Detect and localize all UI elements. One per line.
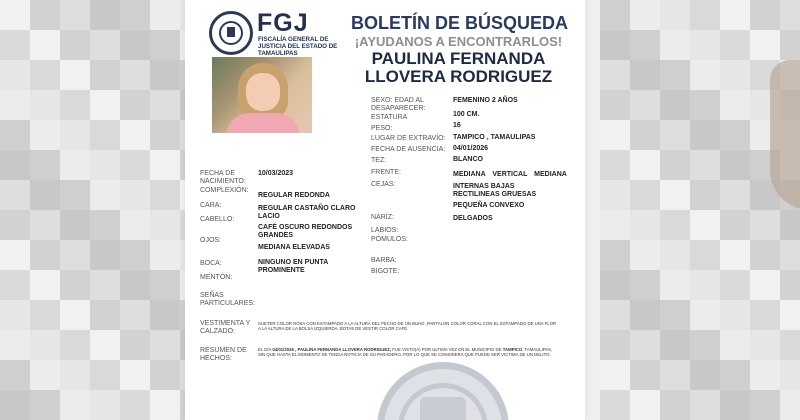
background-person-partial — [770, 60, 800, 210]
mosaic-tile — [600, 360, 630, 390]
mosaic-tile — [600, 240, 630, 270]
mosaic-tile — [720, 300, 750, 330]
mosaic-tile — [780, 240, 800, 270]
mosaic-tile — [0, 120, 30, 150]
missing-person-photo — [212, 57, 312, 133]
eyes-value: MEDIANA ELEVADAS — [258, 244, 330, 251]
mosaic-tile — [120, 210, 150, 240]
nose-shape-value: PEQUEÑA CONVEXO — [453, 202, 525, 209]
mosaic-tile — [120, 0, 150, 30]
mosaic-tile — [660, 0, 690, 30]
location-value: TAMPICO , TAMAULIPAS — [453, 134, 536, 141]
mosaic-tile — [0, 360, 30, 390]
mosaic-tile — [720, 30, 750, 60]
mosaic-tile — [60, 60, 90, 90]
mosaic-tile — [120, 60, 150, 90]
mosaic-tile — [750, 360, 780, 390]
mosaic-tile — [690, 60, 720, 90]
mosaic-tile — [0, 210, 30, 240]
mosaic-tile — [150, 330, 180, 360]
mosaic-tile — [0, 180, 30, 210]
mosaic-tile — [690, 330, 720, 360]
mosaic-tile — [750, 30, 780, 60]
mosaic-tile — [150, 240, 180, 270]
mosaic-tile — [60, 120, 90, 150]
mosaic-tile — [90, 270, 120, 300]
bulletin-subtitle: ¡AYUDANOS A ENCONTRARLOS! — [354, 34, 563, 49]
mosaic-tile — [630, 0, 660, 30]
mosaic-tile — [150, 60, 180, 90]
mosaic-tile — [720, 240, 750, 270]
mosaic-tile — [60, 360, 90, 390]
mosaic-tile — [720, 330, 750, 360]
mosaic-tile — [90, 210, 120, 240]
mosaic-tile — [750, 270, 780, 300]
mosaic-tile — [30, 0, 60, 30]
forehead-label: FRENTE: — [371, 169, 401, 176]
mosaic-tile — [690, 180, 720, 210]
sex-age-label: SEXO: EDAD AL DESAPARECER: — [371, 97, 426, 112]
mosaic-tile — [630, 360, 660, 390]
watermark-seal-icon — [377, 362, 509, 420]
lips-label: LABIOS: — [371, 227, 399, 234]
mosaic-tile — [750, 240, 780, 270]
mosaic-tile — [60, 270, 90, 300]
mosaic-tile — [780, 390, 800, 420]
mosaic-tile — [30, 30, 60, 60]
mosaic-tile — [660, 120, 690, 150]
mosaic-tile — [600, 180, 630, 210]
mosaic-tile — [780, 30, 800, 60]
mosaic-tile — [150, 0, 180, 30]
mosaic-tile — [780, 270, 800, 300]
mosaic-tile — [720, 210, 750, 240]
mosaic-tile — [120, 360, 150, 390]
mosaic-tile — [60, 390, 90, 420]
fgj-seal-icon — [209, 11, 253, 55]
mosaic-tile — [690, 270, 720, 300]
mosaic-tile — [90, 180, 120, 210]
build-label: COMPLEXIÓN: — [200, 187, 249, 194]
mosaic-tile — [30, 330, 60, 360]
beard-label: BARBA: — [371, 257, 397, 264]
sex-age-value: FEMENINO 2 AÑOS — [453, 97, 518, 104]
mosaic-tile — [660, 150, 690, 180]
birth-date-label: FECHA DE NACIMIENTO: — [200, 170, 246, 185]
mosaic-tile — [0, 330, 30, 360]
missing-person-name — [351, 50, 566, 86]
mosaic-tile — [720, 390, 750, 420]
mosaic-tile — [150, 270, 180, 300]
agency-full-name: FISCALÍA GENERAL DE JUSTICIA DEL ESTADO DE TAMAULIPAS — [258, 36, 338, 57]
mosaic-tile — [0, 90, 30, 120]
mosaic-tile — [660, 210, 690, 240]
mosaic-tile — [780, 0, 800, 30]
mosaic-tile — [630, 90, 660, 120]
mosaic-tile — [120, 120, 150, 150]
mosaic-tile — [90, 330, 120, 360]
summary-part-3: FUE VISTO(A) POR ULTIMA VEZ EN EL MUNICIPIO DE — [392, 347, 502, 352]
mosaic-tile — [120, 240, 150, 270]
mosaic-tile — [630, 180, 660, 210]
mosaic-tile — [690, 30, 720, 60]
mosaic-tile — [30, 240, 60, 270]
clothing-label: VESTIMENTA Y CALZADO: — [200, 320, 251, 335]
mosaic-tile — [690, 360, 720, 390]
mosaic-tile — [30, 390, 60, 420]
mosaic-tile — [630, 330, 660, 360]
mosaic-tile — [600, 300, 630, 330]
mosaic-tile — [0, 30, 30, 60]
mosaic-tile — [720, 150, 750, 180]
mosaic-tile — [60, 180, 90, 210]
summary-part-1: EL DÍA — [258, 347, 272, 352]
birth-date-value: 10/03/2023 — [258, 170, 294, 177]
weight-label: PESO: — [371, 125, 393, 132]
summary-part-4: , TAMAULIPAS, SIN QUE HASTA EL MOMENTO SE TENGA NOTICIA DE SU PARADERO, POR LO QUE SE CONSIDERA QUE PUEDE SER VICTIMA DE UN DELITO. — [258, 347, 553, 357]
mosaic-tile — [90, 360, 120, 390]
mosaic-tile — [90, 60, 120, 90]
mosaic-tile — [150, 30, 180, 60]
mosaic-tile — [30, 270, 60, 300]
absence-date-value: 04/01/2026 — [453, 145, 489, 152]
mosaic-tile — [30, 300, 60, 330]
name-line-1: PAULINA FERNANDA — [371, 49, 546, 68]
mosaic-tile — [30, 150, 60, 180]
mosaic-tile — [600, 30, 630, 60]
mosaic-tile — [600, 150, 630, 180]
mosaic-tile — [90, 0, 120, 30]
cheekbones-label: PÓMULOS: — [371, 236, 408, 243]
mosaic-tile — [0, 150, 30, 180]
mosaic-tile — [90, 240, 120, 270]
mosaic-tile — [750, 390, 780, 420]
mosaic-tile — [660, 390, 690, 420]
mosaic-tile — [150, 390, 180, 420]
mosaic-tile — [630, 240, 660, 270]
mosaic-tile — [120, 390, 150, 420]
mosaic-tile — [690, 90, 720, 120]
face-value: REGULAR CASTAÑO CLARO LACIO — [258, 205, 356, 220]
mosaic-tile — [630, 270, 660, 300]
mosaic-tile — [660, 240, 690, 270]
mosaic-tile — [120, 150, 150, 180]
mosaic-tile — [660, 60, 690, 90]
mosaic-tile — [150, 360, 180, 390]
name-line-2: LLOVERA RODRIGUEZ — [364, 67, 553, 86]
mosaic-tile — [600, 210, 630, 240]
mosaic-tile — [750, 0, 780, 30]
mosaic-tile — [150, 90, 180, 120]
chin-label: MENTÓN: — [200, 274, 233, 281]
mosaic-tile — [60, 30, 90, 60]
blurred-background-left — [0, 0, 200, 420]
mosaic-tile — [780, 330, 800, 360]
mosaic-tile — [660, 360, 690, 390]
location-label: LUGAR DE EXTRAVÍO: — [371, 135, 446, 142]
summary-text — [258, 347, 558, 357]
mosaic-tile — [150, 300, 180, 330]
skin-value: BLANCO — [453, 156, 483, 163]
nose-label: NARÍZ: — [371, 214, 394, 221]
mosaic-tile — [720, 120, 750, 150]
mosaic-tile — [690, 390, 720, 420]
mosaic-tile — [630, 30, 660, 60]
mosaic-tile — [630, 210, 660, 240]
build-value: REGULAR REDONDA — [258, 192, 330, 199]
mosaic-tile — [660, 270, 690, 300]
mosaic-tile — [30, 210, 60, 240]
mosaic-tile — [120, 300, 150, 330]
mosaic-tile — [660, 30, 690, 60]
mosaic-tile — [30, 120, 60, 150]
summary-label: RESUMEN DE HECHOS: — [200, 347, 247, 362]
summary-place: TAMPICO — [502, 347, 523, 352]
mosaic-tile — [630, 60, 660, 90]
bulletin-title: BOLETÍN DE BÚSQUEDA — [351, 13, 569, 33]
mosaic-tile — [720, 360, 750, 390]
mosaic-tile — [720, 60, 750, 90]
mosaic-tile — [780, 210, 800, 240]
mosaic-tile — [660, 300, 690, 330]
mosaic-tile — [630, 120, 660, 150]
mosaic-tile — [720, 180, 750, 210]
mosaic-tile — [90, 150, 120, 180]
mosaic-tile — [750, 300, 780, 330]
mosaic-tile — [60, 330, 90, 360]
mosaic-tile — [780, 360, 800, 390]
forehead-value: MEDIANA VERTICAL MEDIANA — [453, 171, 567, 178]
mouth-label: BOCA: — [200, 260, 222, 267]
nose-value: DELGADOS — [453, 215, 493, 222]
mouth-value: NINGUNO EN PUNTA PROMINENTE — [258, 259, 328, 274]
mosaic-tile — [0, 390, 30, 420]
height-value: 100 CM. — [453, 111, 480, 118]
summary-name: , PAULINA FERNANDA LLOVERA RODRIGUEZ, — [295, 347, 392, 352]
mosaic-tile — [780, 300, 800, 330]
mosaic-tile — [60, 150, 90, 180]
mosaic-tile — [30, 90, 60, 120]
mosaic-tile — [60, 0, 90, 30]
mosaic-tile — [600, 270, 630, 300]
hair-label: CABELLO: — [200, 216, 235, 223]
mosaic-tile — [60, 210, 90, 240]
mosaic-tile — [90, 300, 120, 330]
mosaic-tile — [0, 300, 30, 330]
mosaic-tile — [690, 120, 720, 150]
mosaic-tile — [90, 90, 120, 120]
skin-label: TEZ: — [371, 157, 387, 164]
height-label: ESTATURA — [371, 114, 408, 121]
mosaic-tile — [0, 240, 30, 270]
mosaic-tile — [690, 240, 720, 270]
mosaic-tile — [720, 90, 750, 120]
mosaic-tile — [600, 90, 630, 120]
eyebrows-value: INTERNAS BAJAS RECTILINEAS GRUESAS — [453, 183, 537, 198]
mosaic-tile — [0, 270, 30, 300]
hair-value: CAFÉ OSCURO REDONDOS GRANDES — [258, 224, 353, 239]
mosaic-tile — [30, 60, 60, 90]
mustache-label: BIGOTE: — [371, 268, 400, 275]
mosaic-tile — [660, 180, 690, 210]
mosaic-tile — [120, 180, 150, 210]
mosaic-tile — [90, 390, 120, 420]
mosaic-tile — [120, 270, 150, 300]
mosaic-tile — [150, 180, 180, 210]
mosaic-tile — [120, 90, 150, 120]
mosaic-tile — [150, 120, 180, 150]
mosaic-tile — [690, 150, 720, 180]
mosaic-tile — [30, 360, 60, 390]
mosaic-tile — [120, 30, 150, 60]
mosaic-tile — [750, 210, 780, 240]
mosaic-tile — [600, 120, 630, 150]
mosaic-tile — [630, 390, 660, 420]
blurred-background-right — [600, 0, 800, 420]
mosaic-tile — [600, 60, 630, 90]
mosaic-tile — [720, 270, 750, 300]
clothing-description: SUETER COLOR ROSA CON ESTAMPADO A LA ALTURA DEL PECHO DE UN BUHO ,PANTALON COLOR CORAL CON EL ESTAMPADO DE UNA FLOR A LA ALTURA DE LA BOLSA IZQUIERDA. BOTAS DE VESTIR COLOR CAFE. — [258, 321, 557, 331]
mosaic-tile — [60, 300, 90, 330]
mosaic-tile — [600, 390, 630, 420]
mosaic-tile — [660, 330, 690, 360]
face-label: CARA: — [200, 202, 222, 209]
eyes-label: OJOS: — [200, 237, 222, 244]
mosaic-tile — [600, 330, 630, 360]
absence-date-label: FECHA DE AUSENCIA: — [371, 146, 446, 153]
eyebrows-label: CEJAS: — [371, 181, 396, 188]
mosaic-tile — [600, 0, 630, 30]
mosaic-tile — [690, 300, 720, 330]
mosaic-tile — [660, 90, 690, 120]
mosaic-tile — [120, 330, 150, 360]
mosaic-tile — [60, 240, 90, 270]
mosaic-tile — [750, 330, 780, 360]
weight-value: 16 — [453, 122, 461, 129]
mosaic-tile — [0, 0, 30, 30]
mosaic-tile — [30, 180, 60, 210]
mosaic-tile — [690, 210, 720, 240]
mosaic-tile — [90, 120, 120, 150]
mosaic-tile — [90, 30, 120, 60]
agency-logo-text: FGJ — [257, 9, 309, 37]
summary-date: 04/01/2026 — [272, 347, 294, 352]
mosaic-tile — [150, 150, 180, 180]
mosaic-tile — [0, 60, 30, 90]
mosaic-tile — [630, 150, 660, 180]
mosaic-tile — [720, 0, 750, 30]
marks-label: SEÑAS PARTICULARES: — [200, 292, 255, 307]
mosaic-tile — [630, 300, 660, 330]
search-bulletin-document — [185, 0, 585, 420]
mosaic-tile — [150, 210, 180, 240]
mosaic-tile — [60, 90, 90, 120]
mosaic-tile — [690, 0, 720, 30]
